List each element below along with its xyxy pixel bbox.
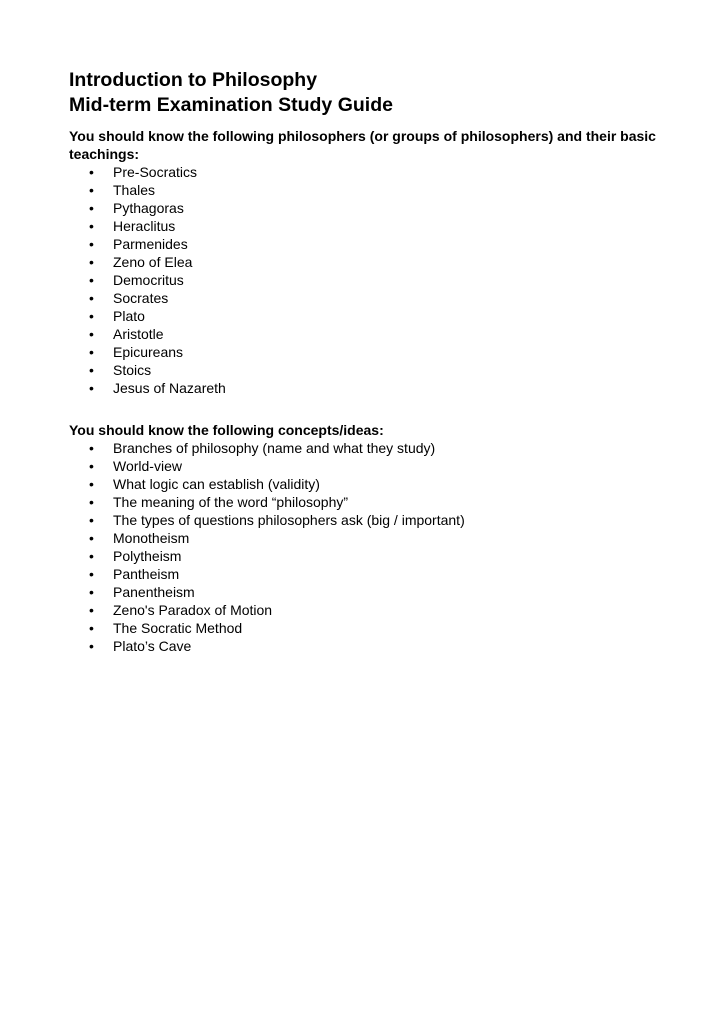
list-item xyxy=(69,181,669,199)
title-line-2: Mid-term Examination Study Guide xyxy=(69,94,393,116)
list-item xyxy=(69,475,669,493)
list-item-text: Thales xyxy=(113,182,156,198)
list-item xyxy=(69,289,669,307)
bullet-icon: • xyxy=(89,182,94,198)
list-item xyxy=(69,547,669,565)
bullet-icon: • xyxy=(89,638,94,654)
bullet-icon: • xyxy=(89,236,94,252)
bullet-icon: • xyxy=(89,200,94,216)
bullet-icon: • xyxy=(89,530,94,546)
list-item xyxy=(69,343,669,361)
bullet-icon: • xyxy=(89,326,94,342)
bullet-icon: • xyxy=(89,344,94,360)
list-item xyxy=(69,235,669,253)
list-item xyxy=(69,361,669,379)
list-item xyxy=(69,217,669,235)
bullet-icon: • xyxy=(89,290,94,306)
document-title xyxy=(69,68,669,118)
list-item xyxy=(69,307,669,325)
bullet-icon: • xyxy=(89,272,94,288)
list-item-text: Socrates xyxy=(113,290,169,306)
philosophers-list xyxy=(69,163,669,397)
list-item xyxy=(69,619,669,637)
list-item-text: Monotheism xyxy=(113,530,190,546)
document-page xyxy=(69,68,669,655)
list-item-text: Heraclitus xyxy=(113,218,176,234)
bullet-icon: • xyxy=(89,566,94,582)
list-item-text: Aristotle xyxy=(113,326,164,342)
list-item-text: Pythagoras xyxy=(113,200,184,216)
list-item-text: Pre-Socratics xyxy=(113,164,198,180)
list-item-text: Pantheism xyxy=(113,566,180,582)
list-item xyxy=(69,529,669,547)
list-item xyxy=(69,439,669,457)
list-item xyxy=(69,565,669,583)
bullet-icon: • xyxy=(89,458,94,474)
bullet-icon: • xyxy=(89,254,94,270)
list-item xyxy=(69,325,669,343)
title-line-1: Introduction to Philosophy xyxy=(69,69,318,91)
bullet-icon: • xyxy=(89,362,94,378)
list-item-text: Jesus of Nazareth xyxy=(113,380,226,396)
bullet-icon: • xyxy=(89,380,94,396)
list-item-text: Democritus xyxy=(113,272,184,288)
list-item-text: Epicureans xyxy=(113,344,184,360)
list-item-text: The meaning of the word “philosophy” xyxy=(113,494,349,510)
list-item-text: Zeno of Elea xyxy=(113,254,193,270)
list-item xyxy=(69,511,669,529)
bullet-icon: • xyxy=(89,308,94,324)
list-item xyxy=(69,601,669,619)
list-item-text: Parmenides xyxy=(113,236,188,252)
list-item-text: Polytheism xyxy=(113,548,182,564)
list-item xyxy=(69,637,669,655)
bullet-icon: • xyxy=(89,440,94,456)
list-item-text: Plato’s Cave xyxy=(113,638,192,654)
section-concepts-intro: You should know the following concepts/ideas: xyxy=(69,422,384,438)
list-item-text: The types of questions philosophers ask (big / important) xyxy=(113,512,465,528)
list-item-text: World-view xyxy=(113,458,182,474)
section-philosophers-intro: You should know the following philosophers (or groups of philosophers) and their basic teachings: xyxy=(69,128,656,162)
concepts-list xyxy=(69,439,669,655)
list-item-text: What logic can establish (validity) xyxy=(113,476,320,492)
list-item-text: Zeno's Paradox of Motion xyxy=(113,602,273,618)
list-item xyxy=(69,199,669,217)
list-item-text: Panentheism xyxy=(113,584,195,600)
bullet-icon: • xyxy=(89,620,94,636)
bullet-icon: • xyxy=(89,602,94,618)
list-item-text: Stoics xyxy=(113,362,152,378)
list-item-text: The Socratic Method xyxy=(113,620,243,636)
list-item-text: Plato xyxy=(113,308,145,324)
bullet-icon: • xyxy=(89,512,94,528)
list-item xyxy=(69,253,669,271)
list-item-text: Branches of philosophy (name and what they study) xyxy=(113,440,436,456)
list-item xyxy=(69,493,669,511)
bullet-icon: • xyxy=(89,494,94,510)
bullet-icon: • xyxy=(89,164,94,180)
list-item xyxy=(69,379,669,397)
bullet-icon: • xyxy=(89,218,94,234)
bullet-icon: • xyxy=(89,584,94,600)
bullet-icon: • xyxy=(89,476,94,492)
list-item xyxy=(69,163,669,181)
list-item xyxy=(69,583,669,601)
bullet-icon: • xyxy=(89,548,94,564)
list-item xyxy=(69,271,669,289)
list-item xyxy=(69,457,669,475)
